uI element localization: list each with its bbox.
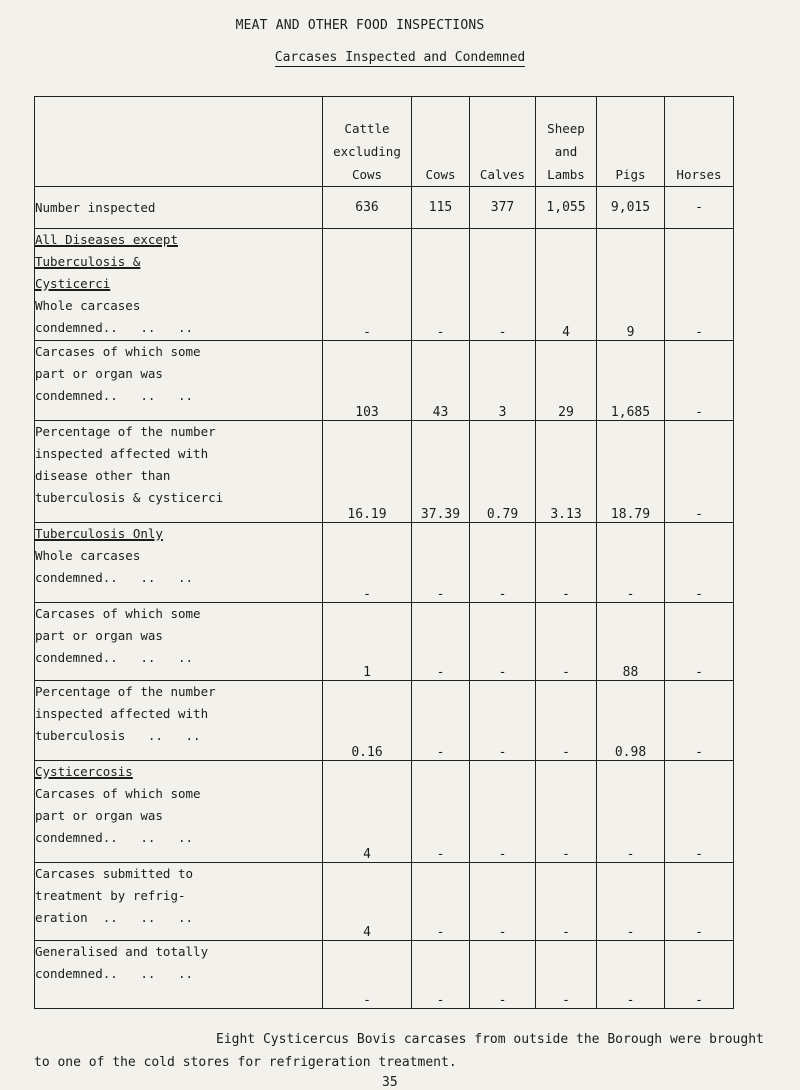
cell-cattle: -: [323, 523, 412, 603]
cell-cows: -: [412, 603, 470, 681]
cell-cattle: 0.16: [323, 681, 412, 761]
row-label: [35, 941, 323, 1009]
column-header-sheep: [536, 97, 597, 187]
cell-cows: -: [412, 229, 470, 341]
row-label-line: condemned.. .. ..: [35, 650, 194, 665]
cell-cattle: 103: [323, 341, 412, 421]
row-label-line: tuberculosis .. ..: [35, 728, 201, 743]
cell-horses: -: [665, 863, 734, 941]
table-row: [35, 603, 734, 681]
cell-sheep: 29: [536, 341, 597, 421]
cell-horses: -: [665, 941, 734, 1009]
cell-pigs: -: [597, 761, 665, 863]
cell-calves: -: [470, 523, 536, 603]
row-label-line: Generalised and totally: [35, 944, 209, 959]
cell-pigs: 1,685: [597, 341, 665, 421]
row-label: [35, 341, 323, 421]
row-label-line: part or organ was: [35, 628, 163, 643]
table-row: [35, 523, 734, 603]
row-label-line: Percentage of the number: [35, 684, 216, 699]
cell-pigs: 0.98: [597, 681, 665, 761]
row-label: [35, 603, 323, 681]
row-label-line: Cysticercosis: [35, 764, 133, 779]
cell-cows: -: [412, 941, 470, 1009]
column-header-line: Sheep: [547, 121, 585, 136]
column-header-line: Pigs: [615, 167, 646, 182]
row-label: [35, 229, 323, 341]
footnote-line-2: to one of the cold stores for refrigeration treatment.: [34, 1055, 457, 1070]
row-label: [35, 681, 323, 761]
cell-horses: -: [665, 681, 734, 761]
cell-horses: -: [665, 421, 734, 523]
cell-calves: -: [470, 229, 536, 341]
cell-horses: -: [665, 523, 734, 603]
row-label-line: part or organ was: [35, 808, 163, 823]
cell-cattle: 4: [323, 863, 412, 941]
cell-horses: -: [665, 187, 734, 229]
row-label-line: Cysticerci: [35, 276, 111, 291]
row-label-line: part or organ was: [35, 366, 163, 381]
table-row: [35, 229, 734, 341]
row-label-line: tuberculosis & cysticerci: [35, 490, 224, 505]
cell-sheep: 3.13: [536, 421, 597, 523]
column-header-line: excluding: [333, 144, 401, 159]
row-label-line: Whole carcases: [35, 548, 141, 563]
row-label-line: Tuberculosis Only: [35, 526, 163, 541]
row-label-line: condemned.. .. ..: [35, 570, 194, 585]
cell-calves: -: [470, 681, 536, 761]
cell-cattle: -: [323, 941, 412, 1009]
cell-cows: 115: [412, 187, 470, 229]
cell-pigs: -: [597, 941, 665, 1009]
cell-cows: 43: [412, 341, 470, 421]
column-header-cows: [412, 97, 470, 187]
cell-pigs: 9: [597, 229, 665, 341]
row-label-line: treatment by refrig-: [35, 888, 186, 903]
column-header-line: and: [554, 144, 578, 159]
column-header-calves: [470, 97, 536, 187]
column-header-line: Horses: [676, 167, 722, 182]
cell-cows: -: [412, 523, 470, 603]
cell-cows: 37.39: [412, 421, 470, 523]
row-label-line: disease other than: [35, 468, 171, 483]
footnote: [0, 1028, 800, 1074]
row-label-line: Carcases of which some: [35, 606, 201, 621]
page-number: 35: [382, 1075, 398, 1090]
table-subtitle: Carcases Inspected and Condemned: [274, 50, 526, 65]
row-label-line: condemned.. .. ..: [35, 966, 194, 981]
cell-sheep: -: [536, 523, 597, 603]
cell-cattle: -: [323, 229, 412, 341]
table-row: [35, 341, 734, 421]
cell-cows: -: [412, 681, 470, 761]
cell-pigs: 18.79: [597, 421, 665, 523]
table-row: [35, 863, 734, 941]
row-label-line: inspected affected with: [35, 706, 209, 721]
cell-sheep: -: [536, 761, 597, 863]
table-row: [35, 941, 734, 1009]
cell-calves: -: [470, 603, 536, 681]
cell-cattle: 1: [323, 603, 412, 681]
cell-cattle: 16.19: [323, 421, 412, 523]
cell-sheep: 1,055: [536, 187, 597, 229]
column-header-line: Cows: [351, 167, 383, 182]
row-label: [35, 187, 323, 229]
cell-pigs: -: [597, 523, 665, 603]
cell-calves: 0.79: [470, 421, 536, 523]
cell-pigs: 9,015: [597, 187, 665, 229]
cell-calves: -: [470, 761, 536, 863]
row-label-line: condemned.. .. ..: [35, 320, 194, 335]
row-label-line: inspected affected with: [35, 446, 209, 461]
row-label: [35, 863, 323, 941]
cell-sheep: -: [536, 681, 597, 761]
cell-cattle: 4: [323, 761, 412, 863]
table-row: [35, 681, 734, 761]
cell-calves: 3: [470, 341, 536, 421]
footnote-line-1: Eight Cysticercus Bovis carcases from outside the Borough were brought: [216, 1032, 764, 1047]
row-label-line: eration .. .. ..: [35, 910, 194, 925]
column-header-line: Lambs: [547, 167, 585, 182]
column-header-cattle: [323, 97, 412, 187]
cell-sheep: -: [536, 863, 597, 941]
cell-sheep: 4: [536, 229, 597, 341]
column-header-pigs: [597, 97, 665, 187]
column-header-line: Cows: [425, 167, 456, 182]
row-label-line: Number inspected: [35, 199, 156, 215]
row-label-line: Carcases of which some: [35, 344, 201, 359]
cell-cattle: 636: [323, 187, 412, 229]
table-row: [35, 187, 734, 229]
header-blank: [35, 97, 323, 187]
header-row: [35, 97, 734, 187]
row-label-line: Percentage of the number: [35, 424, 216, 439]
row-label-line: All Diseases except: [35, 232, 178, 247]
cell-sheep: -: [536, 941, 597, 1009]
row-label-line: Carcases of which some: [35, 786, 201, 801]
row-label-line: Whole carcases: [35, 298, 141, 313]
page-title: MEAT AND OTHER FOOD INSPECTIONS: [235, 18, 485, 33]
table-row: [35, 421, 734, 523]
cell-calves: -: [470, 863, 536, 941]
row-label: [35, 421, 323, 523]
column-header-line: Cattle: [344, 121, 390, 136]
cell-sheep: -: [536, 603, 597, 681]
row-label-line: Tuberculosis &: [35, 254, 141, 269]
cell-pigs: -: [597, 863, 665, 941]
column-header-line: Calves: [479, 167, 526, 182]
cell-horses: -: [665, 761, 734, 863]
cell-horses: -: [665, 603, 734, 681]
cell-cows: -: [412, 761, 470, 863]
inspection-table: [34, 96, 734, 1009]
row-label-line: condemned.. .. ..: [35, 830, 194, 845]
row-label: [35, 761, 323, 863]
cell-horses: -: [665, 341, 734, 421]
row-label-line: condemned.. .. ..: [35, 388, 194, 403]
row-label-line: Carcases submitted to: [35, 866, 194, 881]
cell-pigs: 88: [597, 603, 665, 681]
cell-cows: -: [412, 863, 470, 941]
column-header-horses: [665, 97, 734, 187]
cell-calves: 377: [470, 187, 536, 229]
cell-horses: -: [665, 229, 734, 341]
table-row: [35, 761, 734, 863]
cell-calves: -: [470, 941, 536, 1009]
row-label: [35, 523, 323, 603]
